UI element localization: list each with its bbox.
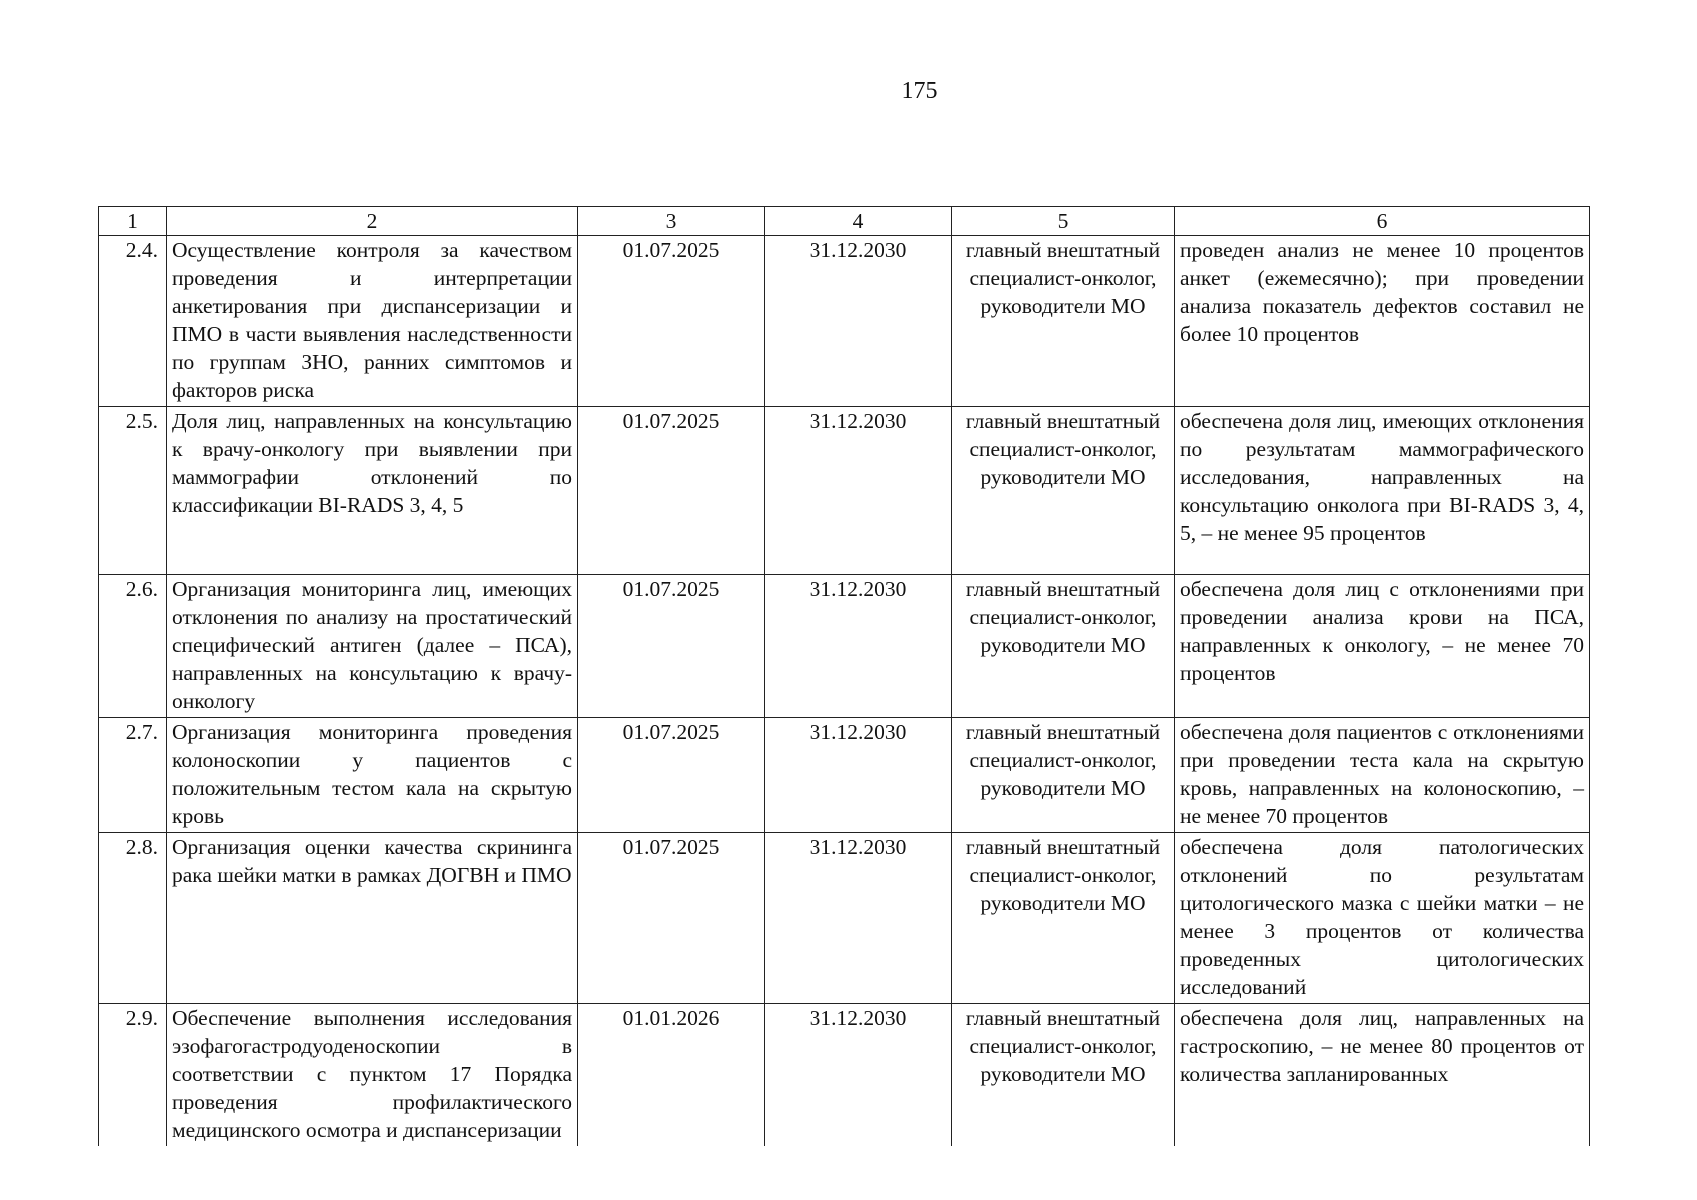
responsible: главный внештатный специалист-онколог, руководители МО [952,236,1175,407]
start-date: 01.07.2025 [578,575,765,718]
row-number: 2.7. [99,718,167,833]
end-date: 31.12.2030 [765,833,952,1004]
start-date: 01.07.2025 [578,833,765,1004]
column-header: 5 [952,207,1175,236]
table-row [99,1004,1590,1147]
column-header: 1 [99,207,167,236]
expected-result: обеспечена доля лиц, направленных на гастроскопию, – не менее 80 процентов от количества запланированных [1175,1004,1590,1147]
page-number: 175 [901,78,938,104]
expected-result: обеспечена доля лиц, имеющих отклонения по результатам маммографического исследования, направленных на консультацию онколога при BI-RADS 3, 4, 5, – не менее 95 процентов [1175,407,1590,575]
end-date: 31.12.2030 [765,407,952,575]
row-number: 2.6. [99,575,167,718]
table-row [99,407,1590,575]
responsible: главный внештатный специалист-онколог, руководители МО [952,833,1175,1004]
start-date: 01.07.2025 [578,718,765,833]
measure-description: Организация оценки качества скрининга рака шейки матки в рамках ДОГВН и ПМО [167,833,578,1004]
table-row [99,236,1590,407]
table-header-row [99,207,1590,236]
column-header: 4 [765,207,952,236]
row-number: 2.8. [99,833,167,1004]
table-row [99,575,1590,718]
table-row [99,833,1590,1004]
start-date: 01.07.2025 [578,236,765,407]
measure-description: Организация мониторинга лиц, имеющих отклонения по анализу на простатический специфический антиген (далее – ПСА), направленных на консультацию к врачу-онкологу [167,575,578,718]
measure-description: Обеспечение выполнения исследования эзофагогастродуоденоскопии в соответствии с пунктом 17 Порядка проведения профилактического медицинского осмотра и диспансеризации [167,1004,578,1147]
column-header: 6 [1175,207,1590,236]
expected-result: обеспечена доля патологических отклонений по результатам цитологического мазка с шейки матки – не менее 3 процентов от количества проведенных цитологических исследований [1175,833,1590,1004]
start-date: 01.01.2026 [578,1004,765,1147]
end-date: 31.12.2030 [765,236,952,407]
responsible: главный внештатный специалист-онколог, руководители МО [952,1004,1175,1147]
row-number: 2.9. [99,1004,167,1147]
responsible: главный внештатный специалист-онколог, руководители МО [952,718,1175,833]
column-header: 2 [167,207,578,236]
end-date: 31.12.2030 [765,1004,952,1147]
expected-result: обеспечена доля лиц с отклонениями при проведении анализа крови на ПСА, направленных к онкологу, – не менее 70 процентов [1175,575,1590,718]
row-number: 2.5. [99,407,167,575]
measure-description: Доля лиц, направленных на консультацию к врачу-онкологу при выявлении при маммографии отклонений по классификации BI-RADS 3, 4, 5 [167,407,578,575]
end-date: 31.12.2030 [765,575,952,718]
responsible: главный внештатный специалист-онколог, руководители МО [952,575,1175,718]
column-header: 3 [578,207,765,236]
end-date: 31.12.2030 [765,718,952,833]
measure-description: Организация мониторинга проведения колоноскопии у пациентов с положительным тестом кала на скрытую кровь [167,718,578,833]
start-date: 01.07.2025 [578,407,765,575]
table-row [99,718,1590,833]
expected-result: проведен анализ не менее 10 процентов анкет (ежемесячно); при проведении анализа показатель дефектов составил не более 10 процентов [1175,236,1590,407]
measure-description: Осуществление контроля за качеством проведения и интерпретации анкетирования при диспансеризации и ПМО в части выявления наследственности по группам ЗНО, ранних симптомов и факторов риска [167,236,578,407]
expected-result: обеспечена доля пациентов с отклонениями при проведении теста кала на скрытую кровь, направленных на колоноскопию, – не менее 70 процентов [1175,718,1590,833]
responsible: главный внештатный специалист-онколог, руководители МО [952,407,1175,575]
measures-table [98,206,1590,1146]
row-number: 2.4. [99,236,167,407]
